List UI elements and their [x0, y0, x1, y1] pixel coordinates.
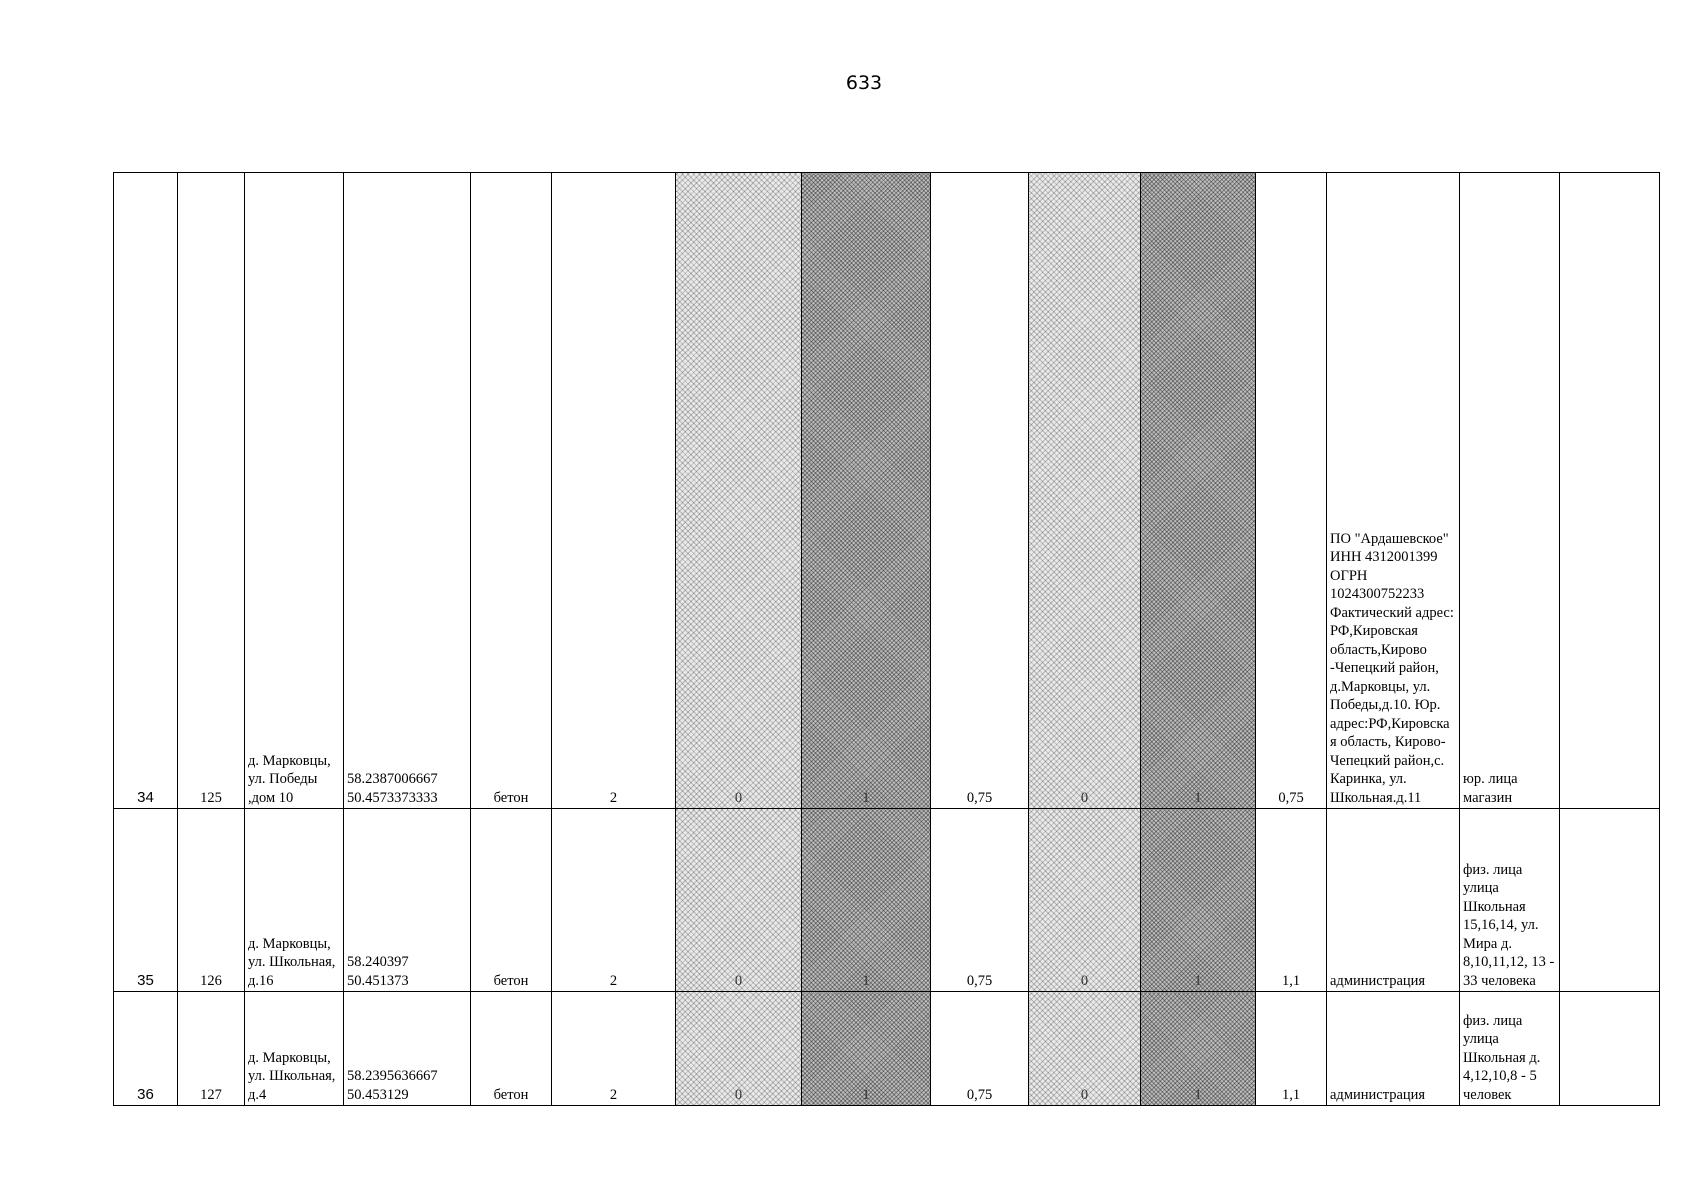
kgm-volume-cell: 1,1 — [1256, 809, 1327, 992]
longitude-value: 50.4573373333 — [347, 789, 438, 806]
kgm-existing-cell — [1029, 809, 1141, 992]
longitude-value: 50.453129 — [347, 1086, 409, 1103]
kgm-existing-cell — [1029, 173, 1141, 809]
row-number-cell: 35 — [114, 809, 178, 992]
containers-existing-cell — [676, 173, 802, 809]
owner-cell: администрация — [1327, 992, 1460, 1106]
table-row — [114, 992, 1660, 1106]
waste-source-cell: физ. лица улица Школьная д. 4,12,10,8 - 5 человек — [1460, 992, 1560, 1106]
area-cell: 2 — [552, 173, 676, 809]
table-row — [114, 173, 1660, 809]
kgm-planned-cell — [1141, 992, 1256, 1106]
address-cell: д. Марковцы, ул. Победы ,дом 10 — [245, 173, 344, 809]
owner-cell: администрация — [1327, 809, 1460, 992]
container-volume-cell: 0,75 — [931, 809, 1029, 992]
kgm-planned-cell — [1141, 173, 1256, 809]
latitude-value: 58.2387006667 — [347, 771, 438, 787]
surface-cell: бетон — [471, 809, 552, 992]
kgm-planned-value: 1 — [1194, 972, 1202, 989]
site-id-cell: 126 — [178, 809, 245, 992]
note-cell — [1560, 992, 1660, 1106]
container-volume-cell: 0,75 — [931, 173, 1029, 809]
latitude-value: 58.240397 — [347, 954, 409, 970]
coordinates-cell — [344, 173, 471, 809]
coordinates-cell — [344, 992, 471, 1106]
row-number-cell: 34 — [114, 173, 178, 809]
area-cell: 2 — [552, 992, 676, 1106]
site-id-cell: 125 — [178, 173, 245, 809]
page-number: 633 — [845, 72, 883, 94]
containers-existing-cell — [676, 992, 802, 1106]
area-cell: 2 — [552, 809, 676, 992]
kgm-existing-value: 0 — [1080, 972, 1089, 989]
containers-existing-value: 0 — [734, 972, 743, 989]
row-number-cell: 36 — [114, 992, 178, 1106]
containers-planned-cell — [802, 809, 931, 992]
waste-site-register-table — [113, 172, 1660, 1106]
owner-cell: ПО "Ардашевское" ИНН 4312001399 ОГРН 1024300752233 Фактический адрес: РФ,Кировская область,Кирово -Чепецкий район, д.Марковцы, ул. Победы,д.10. Юр. адрес:РФ,Кировская область, Кирово-Чепецкий район,с. Каринка, ул. Школьная.д.11 — [1327, 173, 1460, 809]
kgm-existing-value: 0 — [1080, 789, 1089, 806]
kgm-planned-cell — [1141, 809, 1256, 992]
containers-planned-value: 1 — [862, 789, 870, 806]
address-cell: д. Марковцы, ул. Школьная, д.4 — [245, 992, 344, 1106]
table-row — [114, 809, 1660, 992]
latitude-value: 58.2395636667 — [347, 1068, 438, 1084]
kgm-volume-cell: 1,1 — [1256, 992, 1327, 1106]
waste-source-cell: физ. лица улица Школьная 15,16,14, ул. Мира д. 8,10,11,12, 13 - 33 человека — [1460, 809, 1560, 992]
surface-cell: бетон — [471, 992, 552, 1106]
longitude-value: 50.451373 — [347, 972, 409, 989]
kgm-volume-cell: 0,75 — [1256, 173, 1327, 809]
containers-planned-value: 1 — [862, 972, 870, 989]
site-id-cell: 127 — [178, 992, 245, 1106]
kgm-existing-value: 0 — [1080, 1086, 1089, 1103]
note-cell — [1560, 809, 1660, 992]
containers-existing-cell — [676, 809, 802, 992]
note-cell — [1560, 173, 1660, 809]
coordinates-cell — [344, 809, 471, 992]
container-volume-cell: 0,75 — [931, 992, 1029, 1106]
waste-source-cell: юр. лица магазин — [1460, 173, 1560, 809]
surface-cell: бетон — [471, 173, 552, 809]
containers-planned-value: 1 — [862, 1086, 870, 1103]
address-cell: д. Марковцы, ул. Школьная, д.16 — [245, 809, 344, 992]
containers-existing-value: 0 — [734, 789, 743, 806]
kgm-planned-value: 1 — [1194, 1086, 1202, 1103]
kgm-existing-cell — [1029, 992, 1141, 1106]
kgm-planned-value: 1 — [1194, 789, 1202, 806]
containers-planned-cell — [802, 992, 931, 1106]
containers-planned-cell — [802, 173, 931, 809]
containers-existing-value: 0 — [734, 1086, 743, 1103]
